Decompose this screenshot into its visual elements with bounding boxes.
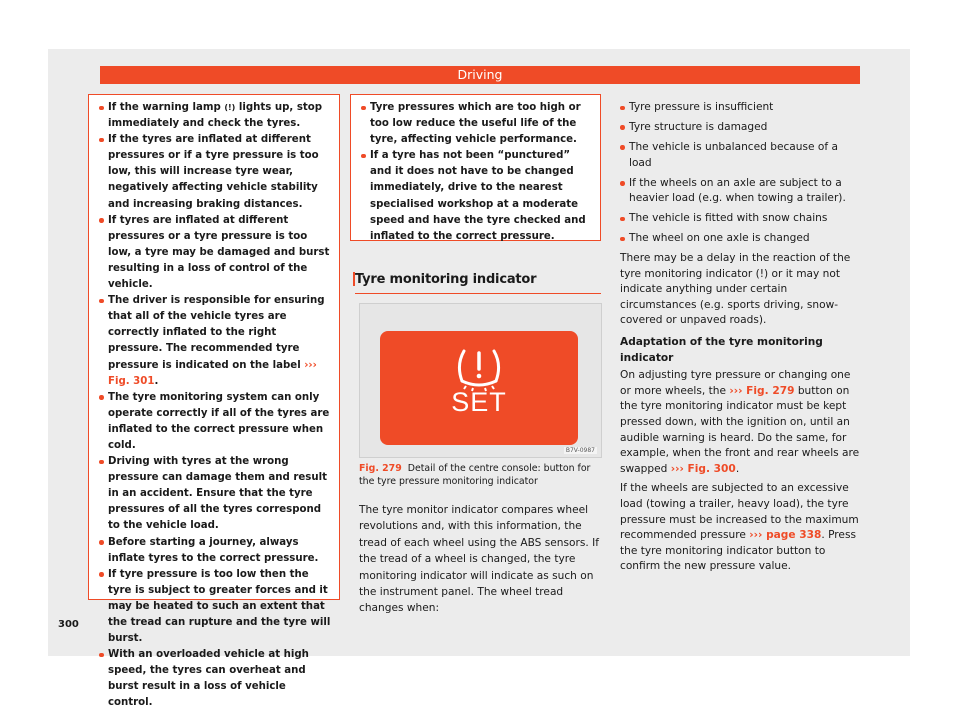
warning-item: If tyres are inflated at different pressures or a tyre pressure is too low, a tyre may be damaged and burst resulting in a loss of control of the vehicle. <box>99 213 331 293</box>
warning-list-left <box>99 100 331 712</box>
list-item: Tyre pressure is insufficient <box>620 100 860 116</box>
figure-279 <box>359 303 602 458</box>
body-text-middle: The tyre monitor indicator compares wheel revolutions and, with this information, the tread of each wheel using the ABS sensors. If the tread of a wheel is changed, the tyre monitoring indicator will indicate as such on the instrument panel. The wheel tread changes when: <box>359 504 599 615</box>
tyre-pressure-warning-icon: (!) <box>224 103 236 112</box>
paragraph: If the wheels are subjected to an excessive load (towing a trailer, heavy load), the tyre pressure must be increased to the maximum recommended pressure ››› page 338. Press the tyre monitoring indicator button to confirm the new pressure value. <box>620 482 859 573</box>
paragraph: On adjusting tyre pressure or changing one or more wheels, the ››› Fig. 279 button on the tyre monitoring indicator must be kept pressed down, with the ignition on, until an audible warning is heard. Do the same, for example, when the front and rear wheels are swapped ››› Fig. 300. <box>620 369 860 475</box>
warning-box-middle <box>350 94 601 241</box>
warning-item: The tyre monitoring system can only operate correctly if all of the tyres are inflated to the correct pressure when cold. <box>99 390 331 454</box>
set-button-illustration <box>380 331 578 445</box>
page-reference-link[interactable]: ››› page 338 <box>749 529 822 542</box>
warning-item: Tyre pressures which are too high or too low reduce the useful life of the tyre, affecting vehicle performance. <box>361 100 592 148</box>
tyre-pressure-warning-icon: (!) <box>755 267 769 280</box>
warning-item: With an overloaded vehicle at high speed, the tyres can overheat and burst result in a loss of vehicle control. <box>99 647 331 711</box>
figure-reference-link[interactable]: ››› Fig. 279 <box>729 384 795 397</box>
warning-box-left <box>88 94 340 709</box>
figure-reference-link[interactable]: ››› Fig. 301 <box>108 359 317 387</box>
figure-caption: Fig. 279 Detail of the centre console: button for the tyre pressure monitoring indicator <box>359 463 591 487</box>
paragraph: There may be a delay in the reaction of the tyre monitoring indicator (!) or it may not indicate anything under certain circumstances (e.g. sports driving, snow-covered or unpaved roads). <box>620 252 851 327</box>
figure-code: B7V-0987 <box>565 447 595 454</box>
section-title: Tyre monitoring indicator <box>355 272 601 294</box>
warning-item: The driver is responsible for ensuring that all of the vehicle tyres are correctly inflated to the right pressure. The recommended tyre pressure is indicated on the label ››› Fig. 301. <box>99 293 331 390</box>
list-item: Tyre structure is damaged <box>620 120 860 136</box>
chapter-header: Driving <box>100 66 860 84</box>
figure-label: Fig. 279 <box>359 463 402 474</box>
warning-list-middle <box>361 100 592 245</box>
list-item: The vehicle is unbalanced because of a load <box>620 140 860 171</box>
warning-item: Driving with tyres at the wrong pressure can damage them and result in an accident. Ensure that the tyre pressures of all the tyres correspond to the vehicle load. <box>99 454 331 534</box>
list-item: The wheel on one axle is changed <box>620 231 860 247</box>
warning-item: If the tyres are inflated at different pressures or if a tyre pressure is too low, this will increase tyre wear, negatively affecting vehicle stability and increasing braking distances. <box>99 132 331 212</box>
warning-item: If the warning lamp (!) lights up, stop immediately and check the tyres. <box>99 100 331 132</box>
tread-change-list <box>620 100 860 247</box>
set-button-label: SET <box>451 387 507 417</box>
warning-item: If a tyre has not been “punctured” and it does not have to be changed immediately, drive to the nearest specialised workshop at a moderate speed and have the tyre checked and inflated to the correct pressure. <box>361 148 592 245</box>
warning-item: If tyre pressure is too low then the tyre is subject to greater forces and it may be heated to such an extent that the tread can rupture and the tyre will burst. <box>99 567 331 647</box>
list-item: The vehicle is fitted with snow chains <box>620 211 860 227</box>
body-text-right <box>620 100 860 575</box>
warning-item: Before starting a journey, always inflate tyres to the correct pressure. <box>99 535 331 567</box>
list-item: If the wheels on an axle are subject to a heavier load (e.g. when towing a trailer). <box>620 176 860 207</box>
figure-reference-link[interactable]: ››› Fig. 300 <box>670 462 736 475</box>
subheading: Adaptation of the tyre monitoring indicator <box>620 336 823 364</box>
page-number: 300 <box>58 619 79 630</box>
